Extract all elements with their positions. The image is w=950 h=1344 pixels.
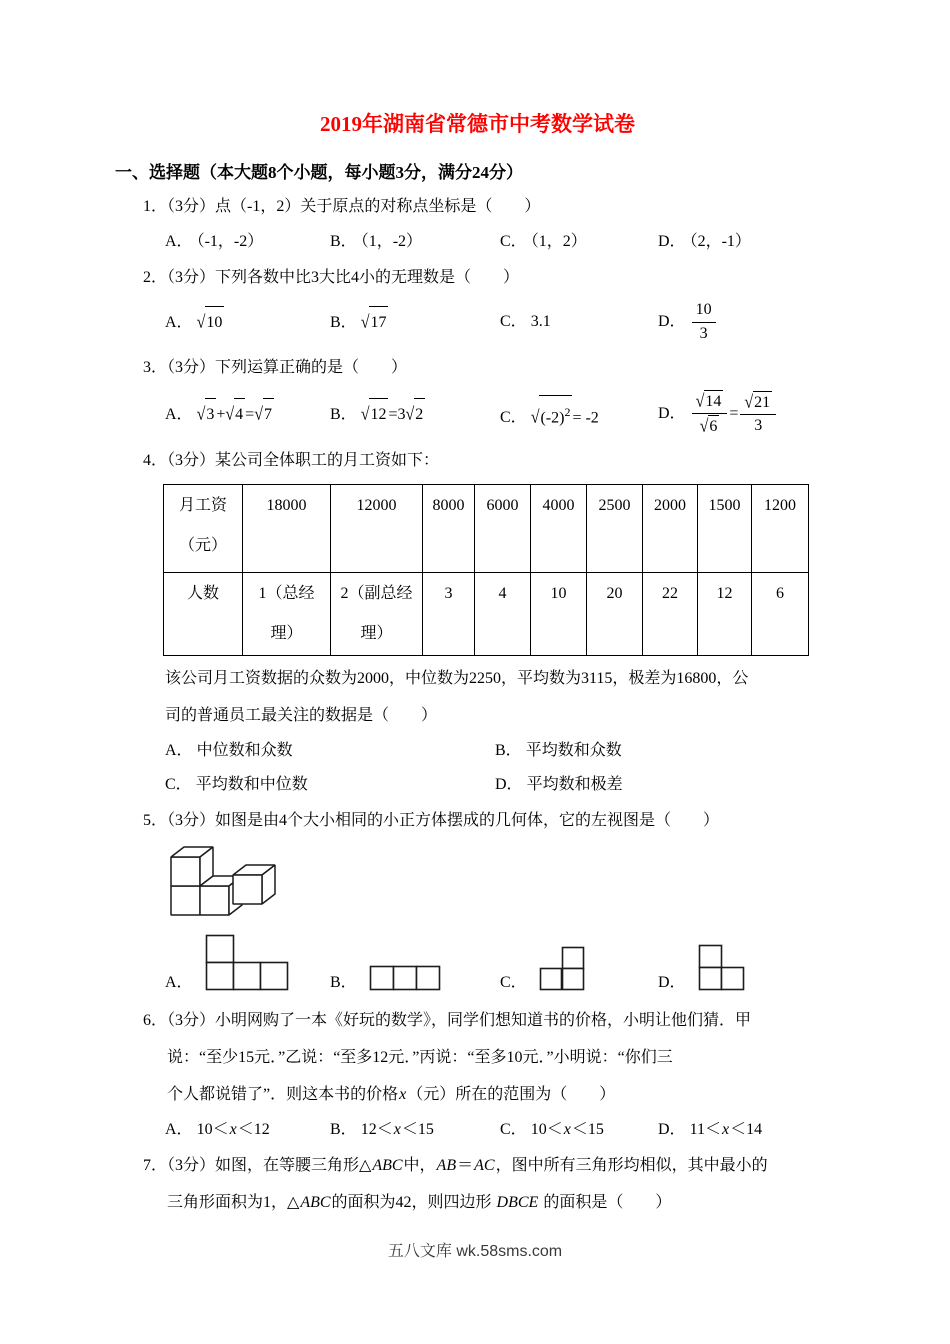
table-cell: 月工资（元）	[164, 485, 243, 573]
page-title: 2019年湖南省常德市中考数学试卷	[320, 112, 635, 136]
q1-option-a: A． （-1，-2）	[165, 233, 264, 250]
cube-solid-figure-svg	[165, 845, 283, 921]
question-2-options	[165, 300, 840, 345]
q6-option-b: B． 12＜x＜15	[330, 1121, 434, 1139]
q3-option-b: B． √12 =3√2	[330, 398, 500, 430]
table-row-salary	[164, 485, 809, 573]
q4-option-c: C． 平均数和中位数	[165, 776, 308, 794]
table-cell: 6	[752, 573, 809, 656]
question-4-options-row2	[165, 768, 840, 802]
radical-icon: √	[196, 313, 206, 333]
q6-option-d: D． 11＜x＜14	[658, 1121, 763, 1139]
section-heading: 一、选择题（本大题8个小题，每小题3分，满分24分）	[115, 163, 523, 182]
table-cell: 1（总经理）	[243, 573, 331, 656]
table-cell: 6000	[475, 485, 531, 573]
question-2-text: 2．（3分）下列各数中比3大比4小的无理数是（ ）	[143, 269, 520, 286]
question-4-statement: 该公司月工资数据的众数为2000，中位数为2250，平均数为3115，极差为16800，公 司的普通员工最关注的数据是（ ）	[165, 670, 749, 725]
q5-option-d: D．	[658, 944, 840, 992]
q5-option-c: C．	[500, 946, 658, 992]
question-7	[143, 1147, 840, 1221]
table-cell: 8000	[423, 485, 475, 573]
cube-solid-figure	[165, 845, 840, 926]
table-row-count	[164, 573, 809, 656]
radical-icon: √	[225, 404, 235, 424]
table-cell: 18000	[243, 485, 331, 573]
q1-option-c: C． （1，2）	[500, 233, 587, 250]
q6-option-a: A． 10＜x＜12	[165, 1121, 270, 1139]
fraction: $\frac{√14}{√6}$	[692, 390, 728, 439]
q2-option-b: B． √17	[330, 306, 500, 338]
option-figure-a	[205, 934, 291, 992]
sqrt-expression: $√(-2)^2$	[531, 409, 573, 426]
table-cell: 1200	[752, 485, 809, 573]
q1-option-d: D． （2，-1）	[658, 233, 751, 250]
q2-option-a: A． √10	[165, 306, 330, 338]
sqrt-expression: √4	[225, 406, 245, 423]
option-figure-d	[698, 944, 747, 992]
question-6	[143, 1002, 840, 1147]
q6-option-c: C． 10＜x＜15	[500, 1121, 604, 1139]
fraction: $\frac{10}{3}$	[692, 300, 716, 345]
radical-icon: √	[360, 313, 370, 333]
question-4	[143, 442, 840, 802]
footer-watermark: 五八文库 wk.58sms.com	[387, 1243, 563, 1260]
q4-option-a: A． 中位数和众数	[165, 742, 293, 760]
radical-icon: √	[695, 391, 705, 411]
q2-option-c: C． 3.1	[500, 313, 551, 331]
table-cell: 12000	[331, 485, 423, 573]
table-cell: 12	[698, 573, 752, 656]
q4-option-d: D． 平均数和极差	[495, 776, 623, 794]
question-5-text: 5．（3分）如图是由4个大小相同的小正方体摆成的几何体，它的左视图是（ ）	[143, 812, 720, 830]
question-4-text: 4．（3分）某公司全体职工的月工资如下：	[143, 452, 440, 470]
question-7-text: 7．（3分）如图，在等腰三角形△ABC中，AB＝AC，图中所有三角形均相似，其中最小的 三角形面积为1，△ABC的面积为42，则四边形 DBCE 的面积是（ ）	[143, 1157, 768, 1212]
table-cell: 20	[587, 573, 643, 656]
radical-icon: √	[699, 417, 709, 437]
table-cell: 10	[531, 573, 587, 656]
radical-icon: √	[405, 404, 415, 424]
question-3	[143, 349, 840, 439]
question-3-text: 3．（3分）下列运算正确的是（ ）	[143, 358, 408, 376]
radical-icon: √	[254, 404, 263, 424]
q1-option-b: B． （1，-2）	[330, 233, 423, 250]
q3-option-a: A． √3 +√4 =√7	[165, 398, 330, 430]
radical-icon: √	[360, 404, 370, 424]
salary-table	[163, 484, 809, 656]
radical-icon: √	[196, 404, 206, 424]
table-cell: 人数	[164, 573, 243, 656]
table-cell: 4	[475, 573, 531, 656]
table-cell: 22	[643, 573, 698, 656]
sqrt-expression: √2	[406, 406, 426, 423]
question-4-options-row1	[165, 734, 840, 768]
question-5-options	[165, 934, 840, 992]
q5-option-b: B．	[330, 965, 500, 992]
sqrt-expression: √17	[361, 314, 389, 331]
math-variable-x: x	[399, 1086, 407, 1104]
sqrt-expression: √12	[361, 406, 389, 423]
question-5	[143, 802, 840, 992]
table-cell: 2（副总经理）	[331, 573, 423, 656]
question-3-options	[165, 390, 840, 439]
question-1-options	[165, 225, 840, 259]
sqrt-expression: √10	[197, 314, 225, 331]
table-cell: 3	[423, 573, 475, 656]
sqrt-expression: √7	[254, 406, 274, 423]
question-1	[143, 188, 840, 259]
q3-option-d: D． $\frac{√14}{√6}$ = $\frac{√21}{3}$	[658, 390, 840, 439]
q2-option-d: D． $\frac{10}{3}$	[658, 300, 840, 345]
option-figure-c	[539, 946, 586, 992]
option-figure-b	[369, 965, 442, 992]
radical-icon: √	[744, 392, 754, 412]
table-cell: 2500	[587, 485, 643, 573]
question-6-text: 6．（3分）小明网购了一本《好玩的数学》，同学们想知道书的价格，小明让他们猜．甲 说：“至少15元．”乙说：“至多12元．”丙说：“至多10元．”小明说：“你们三 个人都说错了”．则这本书的价格x（元）所在的范围为（ ）	[143, 1012, 752, 1104]
q3-option-c: C． $√(-2)^2 = -2$	[500, 395, 658, 433]
question-2	[143, 259, 840, 345]
sqrt-expression: √3	[197, 406, 217, 423]
question-6-options	[165, 1113, 840, 1147]
q4-option-b: B． 平均数和众数	[495, 742, 622, 760]
table-cell: 1500	[698, 485, 752, 573]
question-1-text: 1．（3分）点（-1，2）关于原点的对称点坐标是（ ）	[143, 198, 541, 215]
q5-option-a: A．	[165, 934, 330, 992]
table-cell: 2000	[643, 485, 698, 573]
radical-icon: √	[530, 407, 540, 428]
table-cell: 4000	[531, 485, 587, 573]
fraction: $\frac{√21}{3}$	[740, 391, 776, 438]
